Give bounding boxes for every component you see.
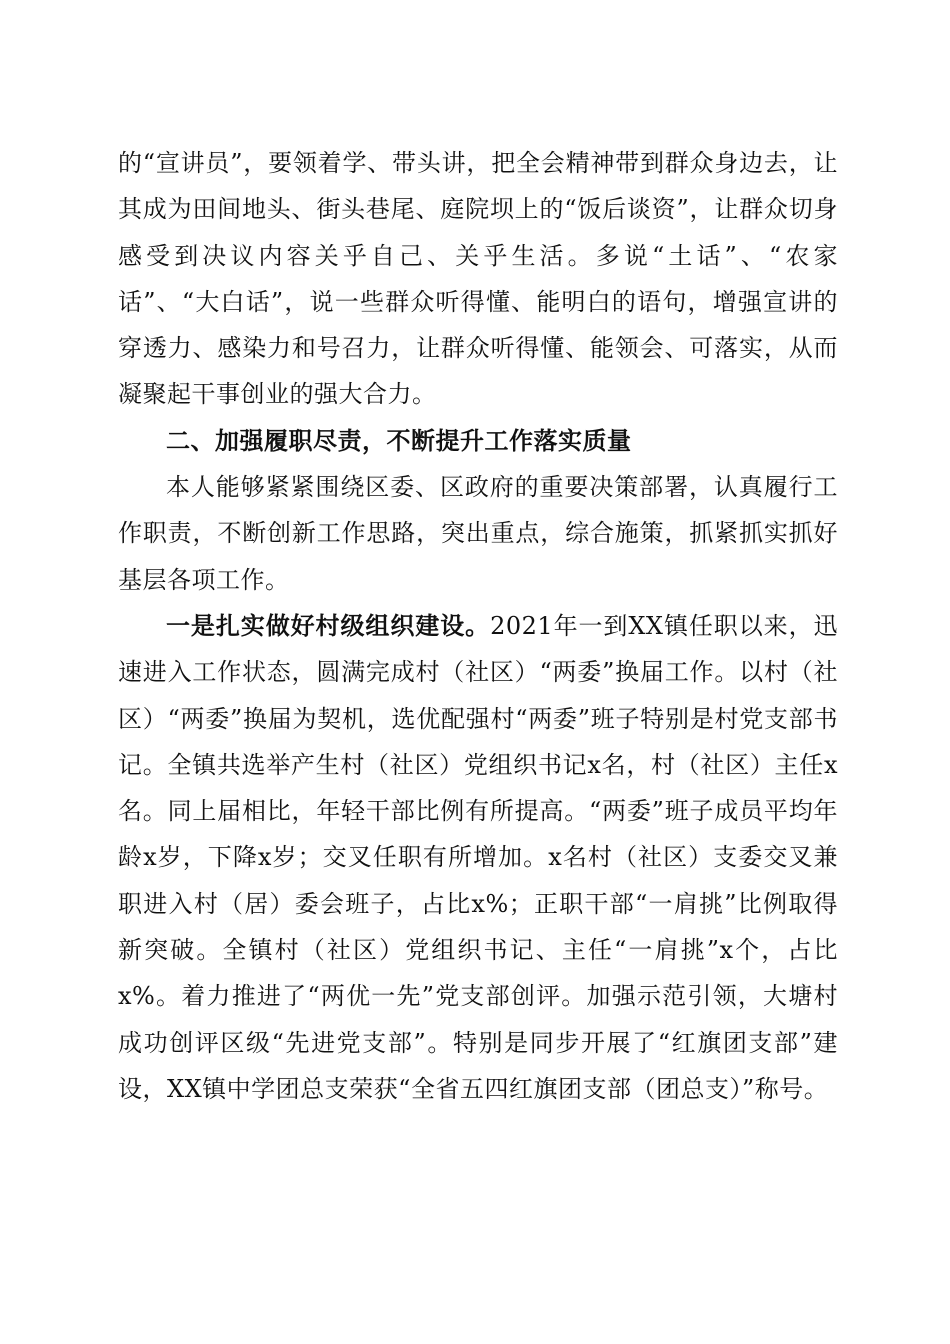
item-one-body: 2021年一到XX镇任职以来，迅速进入工作状态，圆满完成村（社区）“两委”换届工作。以村（社区）“两委”换届为契机，选优配强村“两委”班子特别是村党支部书记。全镇共选举产生村（社区）党组织书记x名，村（社区）主任x名。同上届相比，年轻干部比例有所提高。“两委”班子成员平均年龄x岁，下降x岁；交叉任职有所增加。x名村（社区）支委交叉兼职进入村（居）委会班子，占比x%；正职干部“一肩挑”比例取得新突破。全镇村（社区）党组织书记、主任“一肩挑”x个，占比x%。着力推进了“两优一先”党支部创评。加强示范引领，大塘村成功创评区级“先进党支部”。特别是同步开展了“红旗团支部”建设，XX镇中学团总支荣获“全省五四红旗团支部（团总支）”称号。	[118, 611, 839, 1103]
item-one-lead: 一是扎实做好村级组织建设。	[166, 611, 491, 640]
paragraph-continuation: 的“宣讲员”，要领着学、带头讲，把全会精神带到群众身边去，让其成为田间地头、街头巷尾、庭院坝上的“饭后谈资”，让群众切身感受到决议内容关乎自己、关乎生活。多说“土话”、“农家话”、“大白话”，说一些群众听得懂、能明白的语句，增强宣讲的穿透力、感染力和号召力，让群众听得懂、能领会、可落实，从而凝聚起干事创业的强大合力。	[118, 149, 838, 409]
section-heading: 二、加强履职尽责，不断提升工作落实质量	[166, 426, 632, 455]
document-body	[118, 140, 838, 1112]
item-one-paragraph	[118, 603, 838, 1112]
section-intro-paragraph: 本人能够紧紧围绕区委、区政府的重要决策部署，认真履行工作职责，不断创新工作思路，突出重点，综合施策，抓紧抓实抓好基层各项工作。	[118, 473, 838, 594]
